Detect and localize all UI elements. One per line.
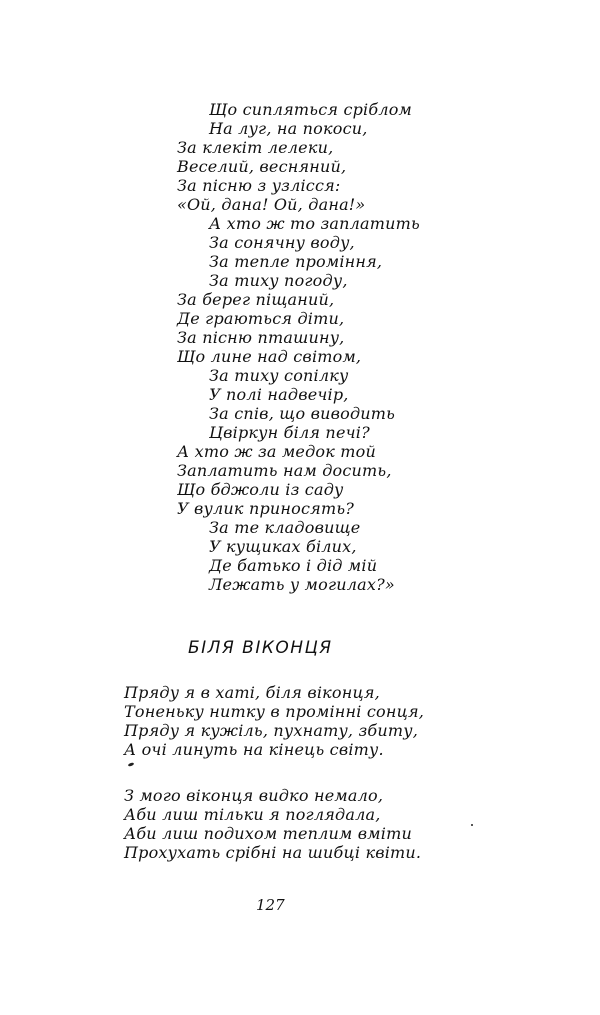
poem-line: Лежать у могилах?» [209,575,395,594]
poem-line: За пісню пташину, [177,328,345,347]
poem-line: А очі линуть на кінець світу. [124,740,384,759]
page-number: 127 [256,896,285,914]
poem-line: Прохухать срібні на шибці квіти. [124,843,422,862]
poem-line: За тиху сопілку [209,366,349,385]
poem-line: Аби лиш подихом теплим вміти [124,824,412,843]
poem-line: За те кладовище [209,518,361,537]
poem-line: Що лине над світом, [177,347,362,366]
poem-line: За тепле проміння, [209,252,383,271]
poem-line: У полі надвечір, [209,385,349,404]
poem-line: За сонячну воду, [209,233,355,252]
poem-line: У вулик приносять? [177,499,355,518]
poem-line: Аби лиш тільки я поглядала, [124,805,381,824]
poem-line: Заплатить нам досить, [177,461,392,480]
print-speck [128,762,135,767]
poem-title: БІЛЯ ВІКОНЦЯ [188,638,333,658]
poem-line: Тоненьку нитку в промінні сонця, [124,702,425,721]
poem-line: За клекіт лелеки, [177,138,334,157]
poem-line: За тиху погоду, [209,271,348,290]
poem-line: Що сипляться сріблом [209,100,413,119]
poem-line: Що бджоли із саду [177,480,344,499]
poem-line: За берег піщаний, [177,290,335,309]
poem-line: Пряду я в хаті, біля віконця, [124,683,380,702]
poem-line: На луг, на покоси, [209,119,368,138]
poem-line: Веселий, весняний, [177,157,347,176]
poem-line: Де граються діти, [177,309,345,328]
poem-line: За спів, що виводить [209,404,396,423]
poem-line: Пряду я кужіль, пухнату, збиту, [124,721,419,740]
poem-line: Цвіркун біля печі? [209,423,370,442]
poem-line: За пісню з узлісся: [177,176,341,195]
poem-line: З мого віконця видко немало, [124,786,384,805]
poem-line: У кущиках білих, [209,537,357,556]
poem-line: «Ой, дана! Ой, дана!» [177,195,366,214]
poem-line: Де батько і дід мій [209,556,378,575]
poem-line: А хто ж за медок той [177,442,376,461]
print-speck [471,824,473,826]
poem-line: А хто ж то заплатить [209,214,420,233]
